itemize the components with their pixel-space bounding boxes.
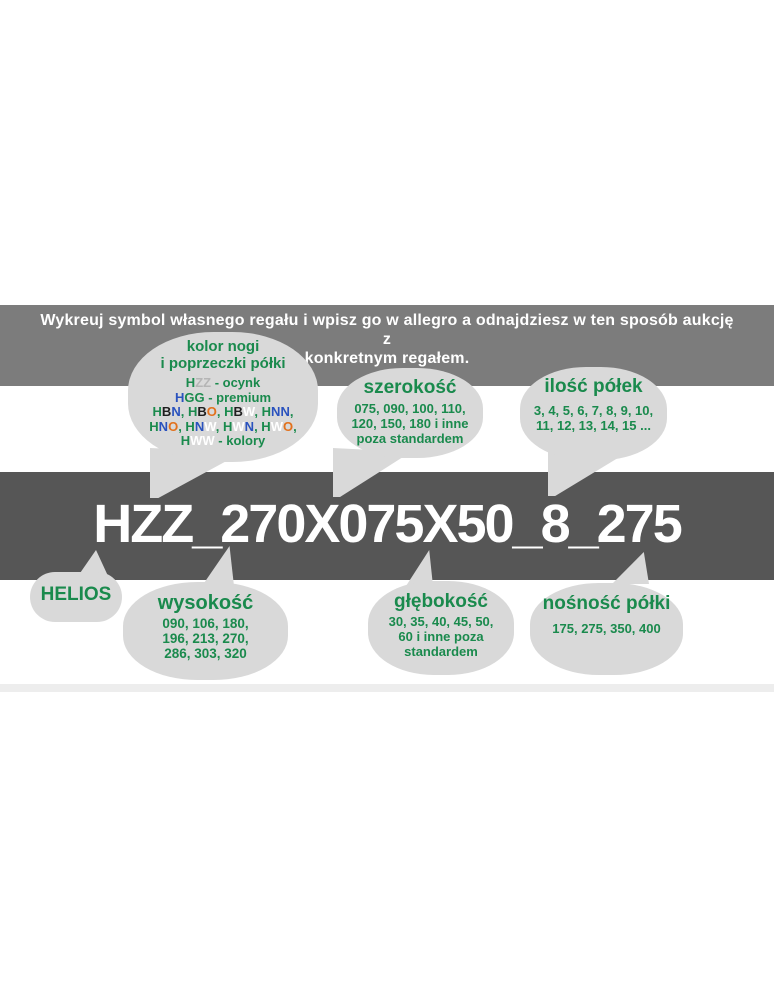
product-code-band <box>0 472 774 580</box>
value-line: 60 i inne poza <box>398 629 484 644</box>
bubble-nosnosc-title: nośność półki <box>542 593 671 614</box>
bubble-szerokosc <box>337 368 483 458</box>
value-line: 3, 4, 5, 6, 7, 8, 9, 10, <box>533 403 654 418</box>
value-line: poza standardem <box>356 431 464 446</box>
bubble-nosnosc-values <box>530 621 683 636</box>
color-code-line: HGG - premium <box>174 389 272 405</box>
value-line: 11, 12, 13, 14, 15 ... <box>536 418 651 433</box>
bubble-wysokosc <box>123 582 288 680</box>
value-line: standardem <box>404 644 478 659</box>
bubble-kolor <box>128 332 318 462</box>
bubble-glebokosc-values <box>368 614 514 659</box>
value-line: 196, 213, 270, <box>162 631 249 646</box>
instruction-line-2: konkretnym regałem. <box>304 350 470 367</box>
bubble-nosnosc <box>530 583 683 675</box>
value-line: 090, 106, 180, <box>162 616 249 631</box>
value-line: 286, 303, 320 <box>164 646 247 661</box>
bubble-kolor-codes <box>128 376 318 449</box>
bubble-ilosc-title: ilość półek <box>544 376 643 397</box>
color-code-line: HWW - kolory <box>180 433 266 448</box>
bubble-kolor-title-line2: i poprzeczki półki <box>160 354 286 372</box>
bubble-ilosc-polek <box>520 367 667 460</box>
product-code: HZZ_270X075X50_8_275 <box>93 494 681 554</box>
value-line: 120, 150, 180 i inne <box>351 416 469 431</box>
value-line: 175, 275, 350, 400 <box>552 621 661 636</box>
decorative-strip <box>0 684 774 692</box>
bubble-kolor-title <box>128 332 318 372</box>
bubble-helios <box>30 572 122 622</box>
color-code-line: HZZ - ocynk <box>185 375 261 390</box>
bubble-glebokosc <box>368 581 514 675</box>
color-code-line: HBN, HBO, HBW, HNN, <box>152 404 294 419</box>
bubble-kolor-title-line1: kolor nogi <box>186 338 260 355</box>
bubble-glebokosc-title: głębokość <box>394 591 488 612</box>
brand-label: HELIOS <box>40 584 112 605</box>
bubble-szerokosc-values <box>337 401 483 446</box>
instruction-line-1: Wykreuj symbol własnego regału i wpisz go w allegro a odnajdziesz w ten sposób aukcję z <box>40 312 734 348</box>
value-line: 30, 35, 40, 45, 50, <box>388 614 494 629</box>
bubble-ilosc-values <box>520 403 667 433</box>
color-code-line: HNO, HNW, HWN, HWO, <box>149 418 297 434</box>
bubble-szerokosc-title: szerokość <box>363 377 457 398</box>
bubble-wysokosc-title: wysokość <box>157 592 254 614</box>
bubble-wysokosc-values <box>123 616 288 661</box>
value-line: 075, 090, 100, 110, <box>354 401 466 416</box>
